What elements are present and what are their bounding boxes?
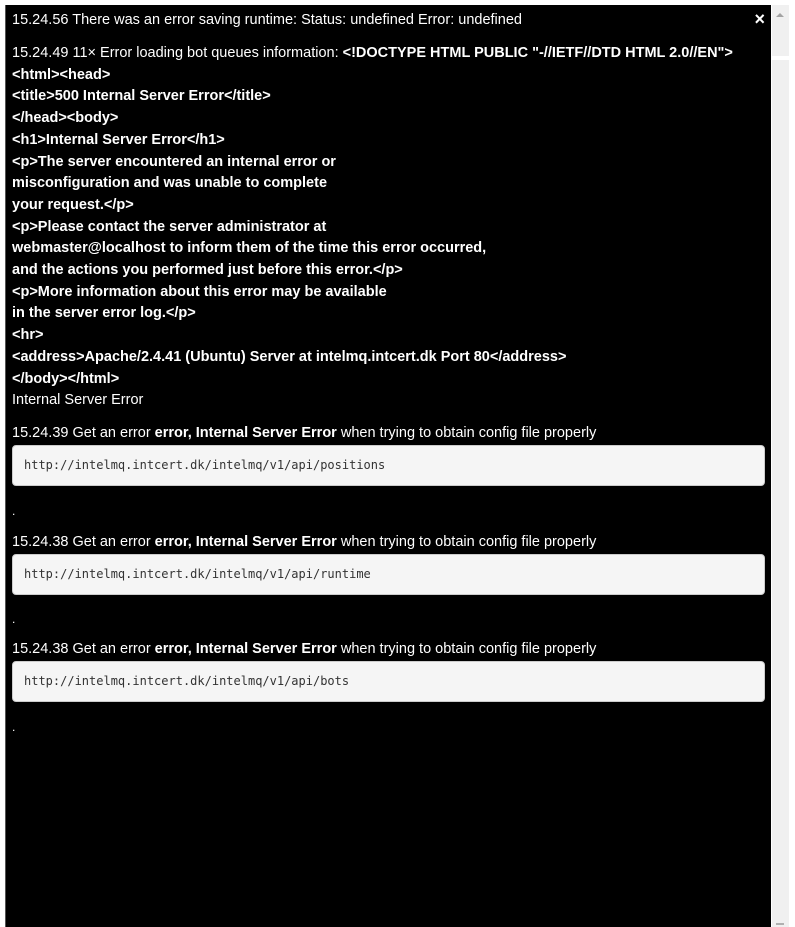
- html-line: your request.</p>: [12, 196, 134, 213]
- html-line: <html><head>: [12, 66, 111, 83]
- html-line: </body></html>: [12, 370, 120, 387]
- html-line: <p>More information about this error may be available: [12, 283, 387, 300]
- trailer-dot: .: [12, 720, 16, 734]
- html-line: webmaster@localhost to inform them of the time this error occurred,: [12, 240, 487, 257]
- html-line: and the actions you performed just before this error.</p>: [12, 262, 403, 279]
- close-icon[interactable]: ×: [754, 9, 765, 29]
- log-message-error: error, Internal Server Error: [154, 425, 337, 441]
- html-line: <p>Please contact the server administrator at: [12, 218, 327, 235]
- trailer-dot: .: [12, 504, 16, 518]
- html-line: </head><body>: [12, 110, 119, 127]
- html-line: <title>500 Internal Server Error</title>: [12, 88, 271, 105]
- html-line: <h1>Internal Server Error</h1>: [12, 131, 225, 148]
- html-line: <p>The server encountered an internal error or: [12, 153, 336, 170]
- log-message-queues: [12, 43, 733, 412]
- log-message-text: when trying to obtain config file properly: [336, 534, 597, 550]
- log-message-text: 15.24.38 Get an error: [12, 641, 155, 657]
- vertical-scrollbar[interactable]: [772, 5, 789, 927]
- scroll-down-arrow-icon[interactable]: [776, 923, 784, 925]
- scroll-up-arrow-icon[interactable]: [776, 13, 784, 17]
- log-message-suffix: Internal Server Error: [12, 392, 144, 409]
- html-line: <address>Apache/2.4.41 (Ubuntu) Server at intelmq.intcert.dk Port 80</address>: [12, 348, 567, 365]
- log-message-text: 15.24.39 Get an error: [12, 425, 155, 441]
- page-edge: [789, 0, 795, 927]
- trailer-dot: .: [12, 612, 16, 626]
- log-message-text: when trying to obtain config file properly: [336, 425, 597, 441]
- html-line: <!DOCTYPE HTML PUBLIC "-//IETF//DTD HTML 2.0//EN">: [342, 45, 733, 61]
- log-message-error: error, Internal Server Error: [154, 534, 337, 550]
- url-code-block: http://intelmq.intcert.dk/intelmq/v1/api/runtime: [12, 554, 765, 595]
- error-log-panel: [5, 5, 771, 927]
- log-message-config-bots: [12, 639, 596, 661]
- url-code-block: http://intelmq.intcert.dk/intelmq/v1/api/positions: [12, 445, 765, 486]
- log-message-config-runtime: [12, 532, 596, 554]
- html-line: in the server error log.</p>: [12, 305, 196, 322]
- log-message-prefix: 15.24.49 11× Error loading bot queues information:: [12, 45, 343, 61]
- url-code-block: http://intelmq.intcert.dk/intelmq/v1/api/bots: [12, 661, 765, 702]
- log-message-text: 15.24.38 Get an error: [12, 534, 155, 550]
- log-message-config-positions: [12, 423, 596, 445]
- log-message-runtime: 15.24.56 There was an error saving runtime: Status: undefined Error: undefined: [12, 12, 522, 28]
- log-message-text: when trying to obtain config file properly: [336, 641, 597, 657]
- html-line: <hr>: [12, 327, 44, 344]
- html-line: misconfiguration and was unable to complete: [12, 175, 328, 192]
- log-message-error: error, Internal Server Error: [154, 641, 337, 657]
